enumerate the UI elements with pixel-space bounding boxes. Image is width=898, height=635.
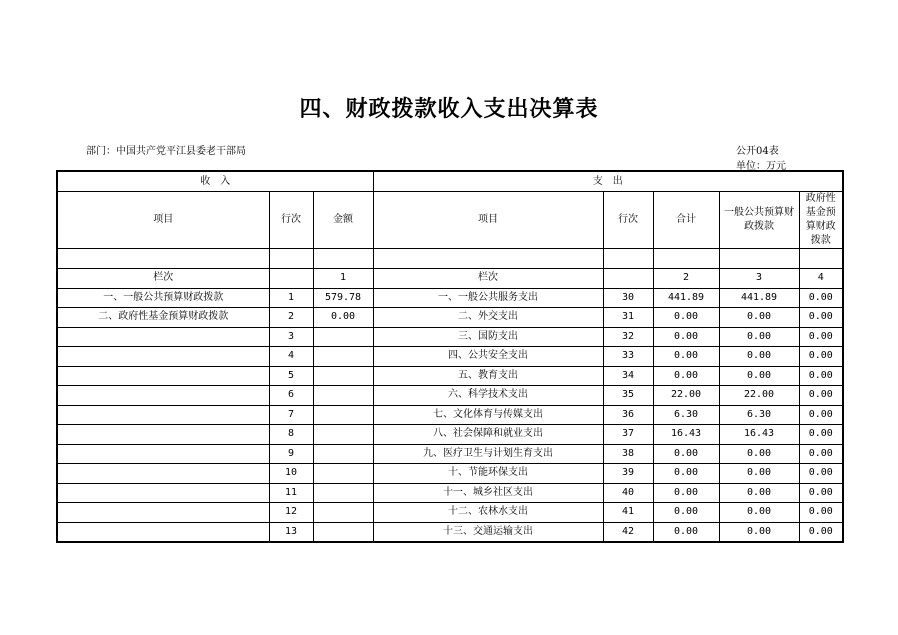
expense-index-label: 栏次 <box>373 269 603 289</box>
expense-row-no-cell: 36 <box>603 405 653 425</box>
department-label: 部门：中国共产党平江县委老干部局 <box>86 146 246 157</box>
expense-item-cell: 十、节能环保支出 <box>373 464 603 484</box>
expense-fund-cell: 0.00 <box>799 425 843 445</box>
table-row <box>57 483 843 503</box>
income-row-no-cell: 6 <box>269 386 313 406</box>
expense-general-cell: 0.00 <box>719 327 799 347</box>
expense-row-no-cell: 31 <box>603 308 653 328</box>
total-index: 2 <box>653 269 719 289</box>
income-item-cell <box>57 347 269 367</box>
expense-row-no-cell: 30 <box>603 288 653 308</box>
expense-row-no-cell: 37 <box>603 425 653 445</box>
table-row <box>57 308 843 328</box>
expense-item-cell: 七、文化体育与传媒支出 <box>373 405 603 425</box>
form-number: 公开04表 <box>736 146 779 157</box>
expense-row-no-cell: 42 <box>603 522 653 542</box>
expense-row-no-cell: 40 <box>603 483 653 503</box>
income-amount-header: 金额 <box>313 192 373 249</box>
income-amount-cell <box>313 464 373 484</box>
page-title: 四、财政拨款收入支出决算表 <box>299 97 599 122</box>
general-index: 3 <box>719 269 799 289</box>
table-row <box>57 288 843 308</box>
expense-fund-cell: 0.00 <box>799 366 843 386</box>
expense-row-no-cell: 32 <box>603 327 653 347</box>
income-row-no-cell: 3 <box>269 327 313 347</box>
income-item-cell <box>57 483 269 503</box>
income-row-no-cell: 1 <box>269 288 313 308</box>
income-amount-cell <box>313 425 373 445</box>
expense-item-cell: 十三、交通运输支出 <box>373 522 603 542</box>
expense-total-cell: 0.00 <box>653 483 719 503</box>
income-amount-cell <box>313 503 373 523</box>
blank-row <box>57 249 843 269</box>
expense-total-cell: 0.00 <box>653 327 719 347</box>
income-group-header: 收 入 <box>57 171 373 192</box>
income-amount-cell <box>313 522 373 542</box>
expense-general-cell: 0.00 <box>719 347 799 367</box>
expense-general-cell: 0.00 <box>719 366 799 386</box>
income-item-header: 项目 <box>57 192 269 249</box>
income-amount-cell <box>313 366 373 386</box>
table-row <box>57 366 843 386</box>
income-row-no-cell: 8 <box>269 425 313 445</box>
income-row-no-cell: 4 <box>269 347 313 367</box>
income-amount-index: 1 <box>313 269 373 289</box>
expense-fund-cell: 0.00 <box>799 405 843 425</box>
income-row-no-cell: 10 <box>269 464 313 484</box>
expense-total-cell: 6.30 <box>653 405 719 425</box>
income-amount-cell: 0.00 <box>313 308 373 328</box>
income-item-cell: 二、政府性基金预算财政拨款 <box>57 308 269 328</box>
expense-row-no-cell: 35 <box>603 386 653 406</box>
expense-total-cell: 0.00 <box>653 503 719 523</box>
table-row <box>57 464 843 484</box>
expense-general-cell: 0.00 <box>719 503 799 523</box>
expense-item-cell: 二、外交支出 <box>373 308 603 328</box>
column-index-row <box>57 269 843 289</box>
expense-row-no-header: 行次 <box>603 192 653 249</box>
expense-fund-cell: 0.00 <box>799 347 843 367</box>
expense-total-cell: 0.00 <box>653 444 719 464</box>
income-row-no-cell: 7 <box>269 405 313 425</box>
table-row <box>57 522 843 542</box>
group-header-row <box>57 171 843 192</box>
expense-total-cell: 16.43 <box>653 425 719 445</box>
expense-item-cell: 九、医疗卫生与计划生育支出 <box>373 444 603 464</box>
income-amount-cell <box>313 405 373 425</box>
expense-item-cell: 十一、城乡社区支出 <box>373 483 603 503</box>
expense-general-cell: 6.30 <box>719 405 799 425</box>
income-amount-cell <box>313 483 373 503</box>
expense-general-cell: 0.00 <box>719 522 799 542</box>
income-amount-cell <box>313 444 373 464</box>
income-amount-cell <box>313 347 373 367</box>
income-amount-cell <box>313 386 373 406</box>
expense-total-cell: 0.00 <box>653 366 719 386</box>
expense-total-cell: 0.00 <box>653 347 719 367</box>
income-amount-cell <box>313 327 373 347</box>
table-row <box>57 503 843 523</box>
income-index-label: 栏次 <box>57 269 269 289</box>
income-item-cell: 一、一般公共预算财政拨款 <box>57 288 269 308</box>
expense-item-cell: 五、教育支出 <box>373 366 603 386</box>
expense-item-cell: 八、社会保障和就业支出 <box>373 425 603 445</box>
expense-item-cell: 四、公共安全支出 <box>373 347 603 367</box>
expense-fund-cell: 0.00 <box>799 327 843 347</box>
income-row-no-cell: 9 <box>269 444 313 464</box>
table-row <box>57 444 843 464</box>
table-row <box>57 347 843 367</box>
expense-general-cell: 0.00 <box>719 444 799 464</box>
income-item-cell <box>57 366 269 386</box>
expense-fund-cell: 0.00 <box>799 522 843 542</box>
income-row-no-cell: 13 <box>269 522 313 542</box>
expense-group-header: 支 出 <box>373 171 843 192</box>
table-row <box>57 425 843 445</box>
expense-row-no-cell: 34 <box>603 366 653 386</box>
expense-fund-cell: 0.00 <box>799 308 843 328</box>
income-item-cell <box>57 425 269 445</box>
table-row <box>57 386 843 406</box>
income-item-cell <box>57 327 269 347</box>
expense-row-no-cell: 41 <box>603 503 653 523</box>
table-row <box>57 327 843 347</box>
expense-gov-fund-header: 政府性基金预算财政拨款 <box>799 192 843 249</box>
income-item-cell <box>57 522 269 542</box>
expense-general-cell: 16.43 <box>719 425 799 445</box>
expense-item-cell: 十二、农林水支出 <box>373 503 603 523</box>
expense-total-header: 合计 <box>653 192 719 249</box>
fund-index: 4 <box>799 269 843 289</box>
expense-general-budget-header: 一般公共预算财政拨款 <box>719 192 799 249</box>
expense-item-cell: 一、一般公共服务支出 <box>373 288 603 308</box>
expense-total-cell: 22.00 <box>653 386 719 406</box>
expense-fund-cell: 0.00 <box>799 464 843 484</box>
unit-label: 单位：万元 <box>736 161 786 172</box>
expense-row-no-cell: 39 <box>603 464 653 484</box>
income-item-cell <box>57 503 269 523</box>
expense-fund-cell: 0.00 <box>799 288 843 308</box>
expense-fund-cell: 0.00 <box>799 503 843 523</box>
expense-fund-cell: 0.00 <box>799 386 843 406</box>
expense-total-cell: 0.00 <box>653 522 719 542</box>
expense-general-cell: 0.00 <box>719 308 799 328</box>
income-item-cell <box>57 386 269 406</box>
expense-total-cell: 0.00 <box>653 308 719 328</box>
column-header-row <box>57 192 843 249</box>
income-item-cell <box>57 444 269 464</box>
income-row-no-cell: 12 <box>269 503 313 523</box>
expense-general-cell: 0.00 <box>719 483 799 503</box>
income-amount-cell: 579.78 <box>313 288 373 308</box>
expense-row-no-cell: 33 <box>603 347 653 367</box>
expense-general-cell: 22.00 <box>719 386 799 406</box>
expense-fund-cell: 0.00 <box>799 483 843 503</box>
expense-total-cell: 0.00 <box>653 464 719 484</box>
expense-general-cell: 441.89 <box>719 288 799 308</box>
income-row-no-header: 行次 <box>269 192 313 249</box>
income-row-no-cell: 5 <box>269 366 313 386</box>
expense-general-cell: 0.00 <box>719 464 799 484</box>
income-item-cell <box>57 405 269 425</box>
expense-row-no-cell: 38 <box>603 444 653 464</box>
expense-item-cell: 六、科学技术支出 <box>373 386 603 406</box>
expense-total-cell: 441.89 <box>653 288 719 308</box>
fiscal-appropriation-table <box>56 170 844 543</box>
expense-item-header: 项目 <box>373 192 603 249</box>
income-item-cell <box>57 464 269 484</box>
expense-item-cell: 三、国防支出 <box>373 327 603 347</box>
income-row-no-cell: 11 <box>269 483 313 503</box>
table-row <box>57 405 843 425</box>
expense-fund-cell: 0.00 <box>799 444 843 464</box>
income-row-no-cell: 2 <box>269 308 313 328</box>
